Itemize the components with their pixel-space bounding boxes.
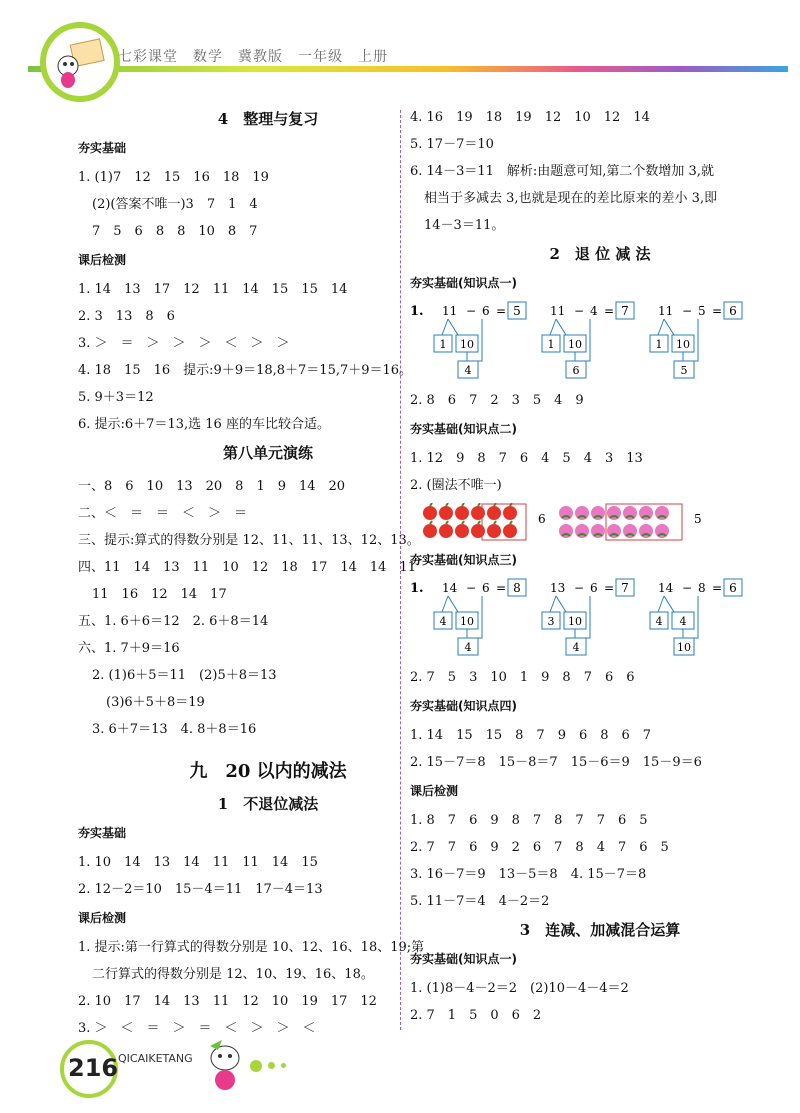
subtrahend: 5 bbox=[698, 304, 706, 318]
dot-icon bbox=[250, 1060, 262, 1072]
subheading: 夯实基础(知识点四) bbox=[410, 699, 517, 713]
split-line bbox=[556, 596, 566, 612]
split-diagram-svg bbox=[410, 299, 790, 383]
header-title: 七彩课堂 数学 冀教版 一年级 上册 bbox=[118, 49, 388, 65]
minus-sign: − bbox=[574, 304, 585, 318]
split-line bbox=[442, 596, 448, 612]
result-value: 4 bbox=[464, 641, 472, 654]
split-line bbox=[550, 596, 556, 612]
answer-line: 1. 14 15 15 8 7 9 6 8 6 7 bbox=[410, 728, 652, 743]
fruit-answer-b: 5 bbox=[694, 512, 702, 526]
apple-icon bbox=[455, 506, 469, 520]
apple-icon bbox=[439, 524, 453, 538]
answer-value: 7 bbox=[621, 581, 629, 595]
split-line bbox=[550, 319, 556, 335]
answer-line: 2. 15－7＝8 15－8＝7 15－6＝9 15－9＝6 bbox=[410, 755, 702, 770]
minuend: 11 bbox=[442, 304, 458, 318]
subheading: 夯实基础(知识点一) bbox=[410, 276, 517, 290]
page-number: 216 bbox=[68, 1054, 119, 1082]
apple-stem-icon bbox=[478, 521, 480, 524]
mascot-icon bbox=[46, 28, 114, 96]
apple-stem-icon bbox=[430, 521, 432, 524]
minuend: 14 bbox=[442, 581, 458, 595]
equals-sign: = bbox=[712, 304, 723, 318]
answer-value: 6 bbox=[729, 581, 737, 595]
dot-icon bbox=[268, 1062, 275, 1069]
answer-line: 2. (圈法不唯一) bbox=[410, 478, 502, 493]
answer-line: 1. 8 7 6 9 8 7 8 7 7 6 5 bbox=[410, 813, 648, 828]
peach-icon bbox=[623, 506, 637, 520]
answer-line: 4. 16 19 18 19 12 10 12 14 bbox=[410, 110, 650, 125]
peach-icon bbox=[639, 506, 653, 520]
apple-stem-icon bbox=[510, 521, 512, 524]
item-number: 1. bbox=[410, 304, 424, 319]
apple-icon bbox=[503, 506, 517, 520]
peach-icon bbox=[591, 506, 605, 520]
subheading: 夯实基础 bbox=[78, 141, 127, 155]
apple-icon bbox=[487, 506, 501, 520]
subheading: 课后检测 bbox=[78, 253, 127, 267]
result-value: 10 bbox=[677, 641, 691, 654]
peach-icon bbox=[623, 524, 637, 538]
subheading: 夯实基础(知识点二) bbox=[410, 422, 517, 436]
answer-line: 1. (1)8－4－2＝2 (2)10－4－4＝2 bbox=[410, 981, 629, 996]
split-line bbox=[664, 319, 674, 335]
apple-icon bbox=[423, 524, 437, 538]
fruit-groups bbox=[410, 503, 790, 543]
answer-line: 3. 16－7＝9 13－5＝8 4. 15－7＝8 bbox=[410, 867, 647, 882]
split-line bbox=[448, 596, 458, 612]
left-column bbox=[78, 104, 458, 1042]
apple-stem-icon bbox=[446, 521, 448, 524]
split-line bbox=[442, 319, 448, 335]
fruit-answer-a: 6 bbox=[538, 512, 546, 526]
answer-line: 7 5 6 8 8 10 8 7 bbox=[92, 224, 258, 239]
fruit-svg bbox=[410, 503, 790, 543]
answer-line: 2. 8 6 7 2 3 5 4 9 bbox=[410, 393, 584, 408]
answer-line: 六、1. 7＋9＝16 bbox=[78, 641, 180, 656]
equals-sign: = bbox=[712, 581, 723, 595]
answer-line: 3. ＞ ＝ ＞ ＞ ＞ ＜ ＞ ＞ bbox=[78, 336, 290, 351]
answer-line: 6. 14－3＝11 解析:由题意可知,第二个数增加 3,就 bbox=[410, 164, 714, 179]
answer-line: 1. 14 13 17 12 11 14 15 15 14 bbox=[78, 282, 348, 297]
apple-stem-icon bbox=[430, 503, 432, 506]
result-value: 4 bbox=[464, 364, 472, 377]
split-value: 4 bbox=[655, 615, 663, 628]
page-number-badge bbox=[60, 1040, 118, 1098]
split-line bbox=[448, 319, 458, 335]
apple-icon bbox=[455, 524, 469, 538]
dot-icon bbox=[281, 1063, 286, 1068]
peach-icon bbox=[559, 524, 573, 538]
section-title: 4 整理与复习 bbox=[217, 110, 319, 128]
apple-icon bbox=[423, 506, 437, 520]
answer-line: 一、8 6 10 13 20 8 1 9 14 20 bbox=[78, 479, 346, 494]
split-diagram-3 bbox=[410, 576, 790, 660]
item-number: 1. bbox=[410, 581, 424, 596]
answer-line: (3)6＋5＋8＝19 bbox=[106, 695, 205, 710]
apple-icon bbox=[471, 524, 485, 538]
answer-line: 二、＜ ＝ ＝ ＜ ＞ ＝ bbox=[78, 506, 248, 521]
result-value: 6 bbox=[572, 364, 580, 377]
minus-sign: − bbox=[574, 581, 585, 595]
mascot-footer-icon bbox=[200, 1036, 250, 1096]
answer-line: 4. 18 15 16 提示:9＋9＝18,8＋7＝15,7＋9＝16。 bbox=[78, 363, 413, 378]
header-mascot-logo bbox=[40, 22, 120, 102]
answer-value: 8 bbox=[513, 581, 521, 595]
apple-stem-icon bbox=[462, 503, 464, 506]
apple-icon bbox=[503, 524, 517, 538]
split-line bbox=[664, 596, 674, 612]
answer-line: 2. 3 13 8 6 bbox=[78, 309, 175, 324]
split-value: 1 bbox=[655, 338, 663, 351]
split-line bbox=[658, 319, 664, 335]
equals-sign: = bbox=[604, 581, 615, 595]
split-value: 3 bbox=[547, 615, 555, 628]
section-title: 1 不退位减法 bbox=[217, 795, 319, 813]
answer-line: 11 16 12 14 17 bbox=[92, 587, 227, 602]
answer-line: 1. 10 14 13 14 11 11 14 15 bbox=[78, 855, 318, 870]
minuend: 11 bbox=[550, 304, 566, 318]
answer-line: 1. 提示:第一行算式的得数分别是 10、12、16、18、19;第 bbox=[78, 940, 425, 955]
split-value: 10 bbox=[676, 338, 690, 351]
peach-icon bbox=[655, 524, 669, 538]
unit-title: 第八单元演练 bbox=[222, 444, 313, 462]
apple-stem-icon bbox=[478, 503, 480, 506]
answer-line: 2. 10 17 14 13 11 12 10 19 17 12 bbox=[78, 994, 377, 1009]
split-value: 10 bbox=[568, 615, 582, 628]
apple-icon bbox=[487, 524, 501, 538]
apple-stem-icon bbox=[446, 503, 448, 506]
answer-line: 1. (1)7 12 15 16 18 19 bbox=[78, 170, 269, 185]
apple-icon bbox=[439, 506, 453, 520]
equals-sign: = bbox=[496, 304, 507, 318]
subtrahend: 6 bbox=[482, 304, 490, 318]
result-value: 4 bbox=[572, 641, 580, 654]
apple-stem-icon bbox=[462, 521, 464, 524]
result-value: 5 bbox=[680, 364, 688, 377]
minus-sign: − bbox=[466, 304, 477, 318]
split-value: 1 bbox=[439, 338, 447, 351]
peach-icon bbox=[655, 506, 669, 520]
chapter-title: 九 20 以内的减法 bbox=[189, 761, 347, 782]
answer-line: 三、提示:算式的得数分别是 12、11、11、13、12、13。 bbox=[78, 533, 420, 548]
answer-line: 相当于多减去 3,也就是现在的差比原来的差小 3,即 bbox=[424, 191, 718, 206]
subheading: 夯实基础(知识点三) bbox=[410, 553, 517, 567]
peach-icon bbox=[607, 524, 621, 538]
answer-line: 1. 12 9 8 7 6 4 5 4 3 13 bbox=[410, 451, 643, 466]
subheading: 夯实基础 bbox=[78, 826, 127, 840]
split-value: 10 bbox=[460, 615, 474, 628]
minuend: 11 bbox=[658, 304, 674, 318]
section-title: 3 连减、加减混合运算 bbox=[519, 921, 681, 939]
minus-sign: − bbox=[682, 304, 693, 318]
split-value: 1 bbox=[547, 338, 555, 351]
subtrahend: 8 bbox=[698, 581, 706, 595]
peach-icon bbox=[575, 524, 589, 538]
answer-line: 5. 11－7＝4 4－2＝2 bbox=[410, 894, 550, 909]
answer-line: 2. 12－2＝10 15－4＝11 17－4＝13 bbox=[78, 882, 323, 897]
subtrahend: 6 bbox=[590, 581, 598, 595]
minus-sign: − bbox=[682, 581, 693, 595]
subheading: 课后检测 bbox=[78, 911, 127, 925]
answer-line: 5. 9＋3＝12 bbox=[78, 390, 154, 405]
answer-line: 5. 17－7＝10 bbox=[410, 137, 494, 152]
peach-icon bbox=[575, 506, 589, 520]
answer-line: 2. 7 5 3 10 1 9 8 7 6 6 bbox=[410, 670, 635, 685]
answer-line: 14－3＝11。 bbox=[424, 218, 505, 233]
split-value: 4 bbox=[439, 615, 447, 628]
minuend: 14 bbox=[658, 581, 674, 595]
answer-value: 6 bbox=[729, 304, 737, 318]
footer-dots bbox=[250, 1055, 292, 1074]
split-value: 10 bbox=[568, 338, 582, 351]
answer-value: 5 bbox=[513, 304, 521, 318]
split-line bbox=[658, 596, 664, 612]
split-value: 10 bbox=[460, 338, 474, 351]
answer-line: 二行算式的得数分别是 12、10、19、16、18。 bbox=[92, 967, 374, 982]
apple-icon bbox=[471, 506, 485, 520]
split-line bbox=[556, 319, 566, 335]
split-value: 4 bbox=[679, 615, 687, 628]
right-column bbox=[410, 104, 790, 1029]
minuend: 13 bbox=[550, 581, 566, 595]
subtrahend: 4 bbox=[590, 304, 598, 318]
section-title: 2 退 位 减 法 bbox=[549, 245, 651, 263]
answer-value: 7 bbox=[621, 304, 629, 318]
split-diagram-1 bbox=[410, 299, 790, 383]
answer-line: 2. 7 1 5 0 6 2 bbox=[410, 1008, 542, 1023]
peach-icon bbox=[607, 506, 621, 520]
peach-icon bbox=[639, 524, 653, 538]
equals-sign: = bbox=[496, 581, 507, 595]
answer-line: 6. 提示:6＋7＝13,选 16 座的车比较合适。 bbox=[78, 417, 330, 432]
peach-icon bbox=[559, 506, 573, 520]
answer-line: 五、1. 6＋6＝12 2. 6＋8＝14 bbox=[78, 614, 269, 629]
header-color-bar bbox=[28, 66, 788, 72]
apple-stem-icon bbox=[494, 521, 496, 524]
split-diagram-svg bbox=[410, 576, 790, 660]
answer-line: 2. (1)6＋5＝11 (2)5＋8＝13 bbox=[92, 668, 277, 683]
answer-line: 3. ＞ ＜ ＝ ＞ ＝ ＜ ＞ ＞ ＜ bbox=[78, 1021, 316, 1036]
peach-icon bbox=[591, 524, 605, 538]
subheading: 夯实基础(知识点一) bbox=[410, 952, 517, 966]
answer-line: (2)(答案不唯一)3 7 1 4 bbox=[92, 197, 258, 212]
subheading: 课后检测 bbox=[410, 784, 459, 798]
minus-sign: − bbox=[466, 581, 477, 595]
answer-line: 四、11 14 13 11 10 12 18 17 14 14 11 bbox=[78, 560, 416, 575]
subtrahend: 6 bbox=[482, 581, 490, 595]
answer-line: 3. 6＋7＝13 4. 8＋8＝16 bbox=[92, 722, 257, 737]
answer-line: 2. 7 7 6 9 2 6 7 8 4 7 6 5 bbox=[410, 840, 669, 855]
equals-sign: = bbox=[604, 304, 615, 318]
footer-brand: QICAIKETANG bbox=[118, 1052, 193, 1065]
